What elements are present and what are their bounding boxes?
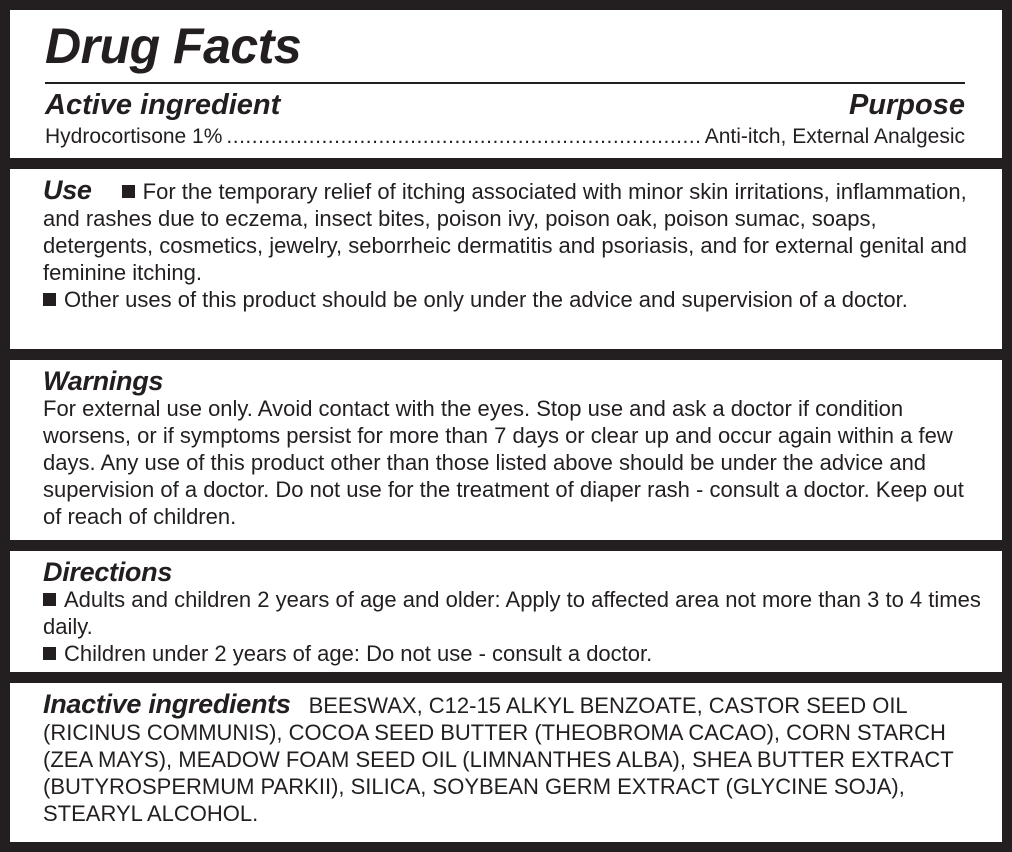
directions-item-text: Children under 2 years of age: Do not use - consult a doctor. <box>64 641 653 666</box>
directions-item-text: Adults and children 2 years of age and older: Apply to affected area not more than 3 to 4 times daily. <box>43 587 981 639</box>
directions-item <box>43 586 988 640</box>
use-section <box>43 177 988 313</box>
use-panel <box>10 169 1002 349</box>
bullet-square-icon <box>43 293 56 306</box>
bullet-square-icon <box>43 647 56 660</box>
bullet-square-icon <box>43 593 56 606</box>
active-ingredient-row <box>45 124 965 150</box>
active-ingredient-purpose: Anti-itch, External Analgesic <box>704 125 965 148</box>
inactive-ingredients-heading: Inactive ingredients <box>43 689 291 719</box>
warnings-panel <box>10 360 1002 540</box>
directions-heading: Directions <box>43 557 173 587</box>
inactive-ingredients-text: BEESWAX, C12-15 ALKYL BENZOATE, CASTOR SEED OIL (RICINUS COMMUNIS), COCOA SEED BUTTER (THEOBROMA CACAO), CORN STARCH (ZEA MAYS), MEADOW FOAM SEED OIL (LIMNANTHES ALBA), SHEA BUTTER EXTRACT (BUTYROSPERMUM PARKII), SILICA, SOYBEAN GERM EXTRACT (GLYCINE SOJA), STEARYL ALCOHOL. <box>43 693 954 826</box>
active-ingredient-panel <box>10 10 1002 158</box>
title-divider <box>45 82 965 84</box>
page-title: Drug Facts <box>45 18 302 74</box>
warnings-text: For external use only. Avoid contact with the eyes. Stop use and ask a doctor if condition worsens, or if symptoms persist for more than 7 days or clear up and occur again within a few days. Any use of this product other than those listed above should be under the advice and supervision of a doctor. Do not use for the treatment of diaper rash - consult a doctor. Keep out of reach of children. <box>43 396 964 529</box>
active-ingredient-heading: Active ingredient <box>45 89 281 121</box>
active-header-row <box>45 88 965 122</box>
use-item: For the temporary relief of itching associated with minor skin irritations, inflammation, and rashes due to eczema, insect bites, poison ivy, poison oak, poison sumac, soaps, detergents, cosmetics, jewelry, seborrheic dermatitis and psoriasis, and for external genital and feminine itching. <box>43 179 968 285</box>
warnings-section <box>43 368 988 530</box>
directions-panel <box>10 551 1002 672</box>
inactive-ingredients-section <box>43 691 988 827</box>
directions-item <box>43 640 988 667</box>
use-heading: Use <box>43 175 92 205</box>
warnings-heading: Warnings <box>43 366 164 396</box>
inactive-ingredients-panel <box>10 683 1002 842</box>
active-ingredient-name: Hydrocortisone 1% <box>45 125 223 148</box>
purpose-heading: Purpose <box>848 89 965 121</box>
use-item: Other uses of this product should be only under the advice and supervision of a doctor. <box>64 287 908 312</box>
bullet-square-icon <box>122 185 135 198</box>
directions-section <box>43 559 988 667</box>
dot-leader <box>226 124 700 150</box>
